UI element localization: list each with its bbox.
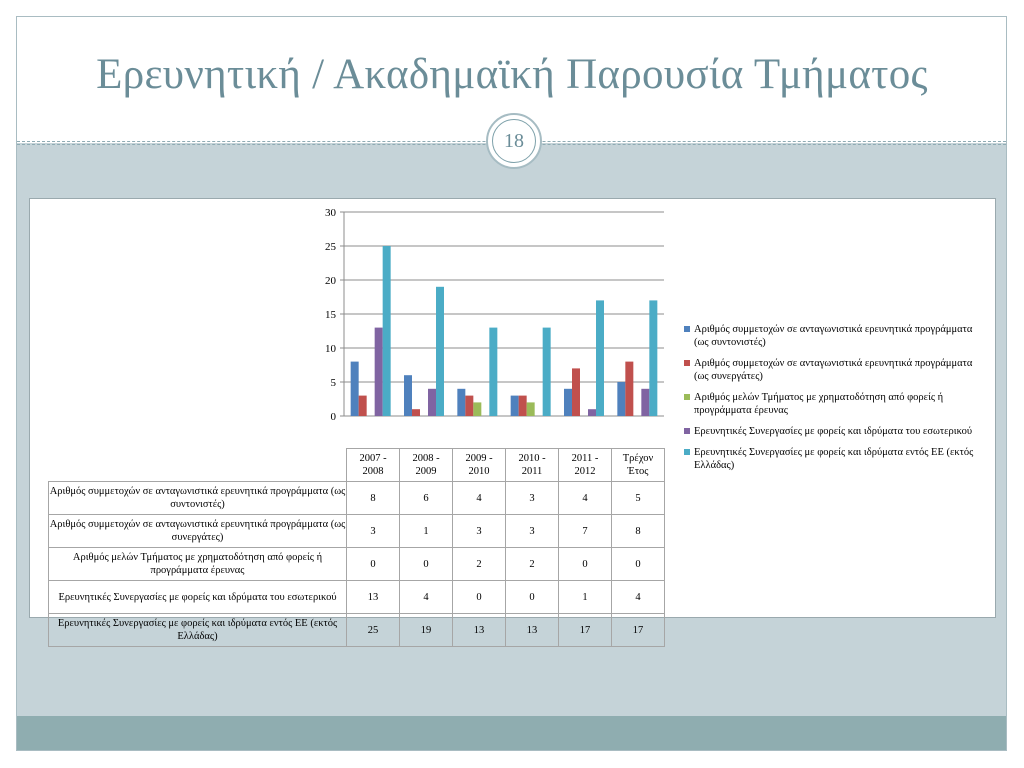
data-label: 4 <box>559 482 612 515</box>
data-label: 17 <box>559 614 612 647</box>
category-label <box>453 449 506 482</box>
series-label: Αριθμός συμμετοχών σε ανταγωνιστικά ερευνητικά προγράμματα (ως συντονιστές) <box>49 482 347 515</box>
category-label-line: 2008 - <box>412 453 440 464</box>
table-row <box>49 614 665 647</box>
data-label: 8 <box>612 515 665 548</box>
table-header-row <box>49 449 665 482</box>
category-label-line: 2010 - <box>518 453 546 464</box>
data-label: 0 <box>612 548 665 581</box>
data-label: 7 <box>559 515 612 548</box>
legend-label: Αριθμός συμμετοχών σε ανταγωνιστικά ερευνητικά προγράμματα (ως συντονιστές) <box>694 324 973 348</box>
legend-label: Ερευνητικές Συνεργασίες με φορείς και ιδρύματα του εσωτερικού <box>694 426 973 437</box>
data-label: 2 <box>453 548 506 581</box>
legend-item <box>684 357 989 383</box>
y-tick-label: 10 <box>325 343 336 355</box>
data-label: 0 <box>453 581 506 614</box>
category-label-line: Έτος <box>627 466 649 477</box>
category-label <box>559 449 612 482</box>
category-label-line: 2012 <box>574 466 596 477</box>
category-label-line: 2007 - <box>359 453 387 464</box>
chart-legend <box>684 323 989 480</box>
series-label: Ερευνητικές Συνεργασίες με φορείς και ιδρύματα εντός ΕΕ (εκτός Ελλάδας) <box>49 614 347 647</box>
category-label-line: 2011 - <box>571 453 599 464</box>
category-label-line: Τρέχον <box>622 453 654 464</box>
legend-swatch <box>684 449 690 455</box>
table-corner <box>49 449 347 482</box>
data-label: 6 <box>400 482 453 515</box>
legend-label: Αριθμός συμμετοχών σε ανταγωνιστικά ερευνητικά προγράμματα (ως συνεργάτες) <box>694 358 973 382</box>
data-table <box>48 448 665 647</box>
y-tick-label: 0 <box>330 411 336 423</box>
legend-swatch <box>684 360 690 366</box>
table-row <box>49 515 665 548</box>
data-label: 0 <box>559 548 612 581</box>
data-label: 19 <box>400 614 453 647</box>
category-label-line: 2009 <box>415 466 437 477</box>
legend-swatch <box>684 428 690 434</box>
legend-item <box>684 323 989 349</box>
data-label: 17 <box>612 614 665 647</box>
data-label: 1 <box>400 515 453 548</box>
data-label: 0 <box>347 548 400 581</box>
legend-swatch <box>684 394 690 400</box>
table-row <box>49 482 665 515</box>
slide-title: Ερευνητική / Ακαδημαϊκή Παρουσία Τμήματος <box>96 51 928 98</box>
category-label <box>506 449 559 482</box>
slide-number-badge <box>486 113 542 169</box>
legend-item <box>684 391 989 417</box>
y-tick-label: 20 <box>325 275 336 287</box>
table-row <box>49 581 665 614</box>
data-label: 4 <box>400 581 453 614</box>
data-label: 0 <box>506 581 559 614</box>
category-label <box>612 449 665 482</box>
data-label: 3 <box>506 482 559 515</box>
legend-item <box>684 446 989 472</box>
series-label: Αριθμός μελών Τμήματος με χρηματοδότηση από φορείς ή προγράμματα έρευνας <box>49 548 347 581</box>
data-label: 0 <box>400 548 453 581</box>
data-label: 13 <box>347 581 400 614</box>
data-label: 8 <box>347 482 400 515</box>
category-label-line: 2011 <box>521 466 543 477</box>
data-label: 3 <box>506 515 559 548</box>
legend-label: Ερευνητικές Συνεργασίες με φορείς και ιδρύματα εντός ΕΕ (εκτός Ελλάδας) <box>694 447 974 471</box>
y-tick-label: 5 <box>330 377 336 389</box>
legend-item <box>684 425 989 438</box>
footer-band <box>17 716 1006 750</box>
table-row <box>49 548 665 581</box>
data-label: 13 <box>453 614 506 647</box>
series-label: Ερευνητικές Συνεργασίες με φορείς και ιδρύματα του εσωτερικού <box>49 581 347 614</box>
data-label: 25 <box>347 614 400 647</box>
data-label: 3 <box>347 515 400 548</box>
category-label-line: 2010 <box>468 466 490 477</box>
data-label: 13 <box>506 614 559 647</box>
data-label: 4 <box>453 482 506 515</box>
category-label <box>400 449 453 482</box>
y-tick-label: 15 <box>325 309 336 321</box>
category-label-line: 2008 <box>362 466 384 477</box>
legend-swatch <box>684 326 690 332</box>
legend-label: Αριθμός μελών Τμήματος με χρηματοδότηση από φορείς ή προγράμματα έρευνας <box>694 392 944 416</box>
y-tick-label: 30 <box>325 207 336 219</box>
category-label-line: 2009 - <box>465 453 493 464</box>
category-label <box>347 449 400 482</box>
series-label: Αριθμός συμμετοχών σε ανταγωνιστικά ερευνητικά προγράμματα (ως συνεργάτες) <box>49 515 347 548</box>
y-tick-label: 25 <box>325 241 336 253</box>
slide-number: 18 <box>492 119 536 163</box>
data-label: 4 <box>612 581 665 614</box>
data-label: 1 <box>559 581 612 614</box>
data-label: 3 <box>453 515 506 548</box>
data-label: 2 <box>506 548 559 581</box>
data-label: 5 <box>612 482 665 515</box>
